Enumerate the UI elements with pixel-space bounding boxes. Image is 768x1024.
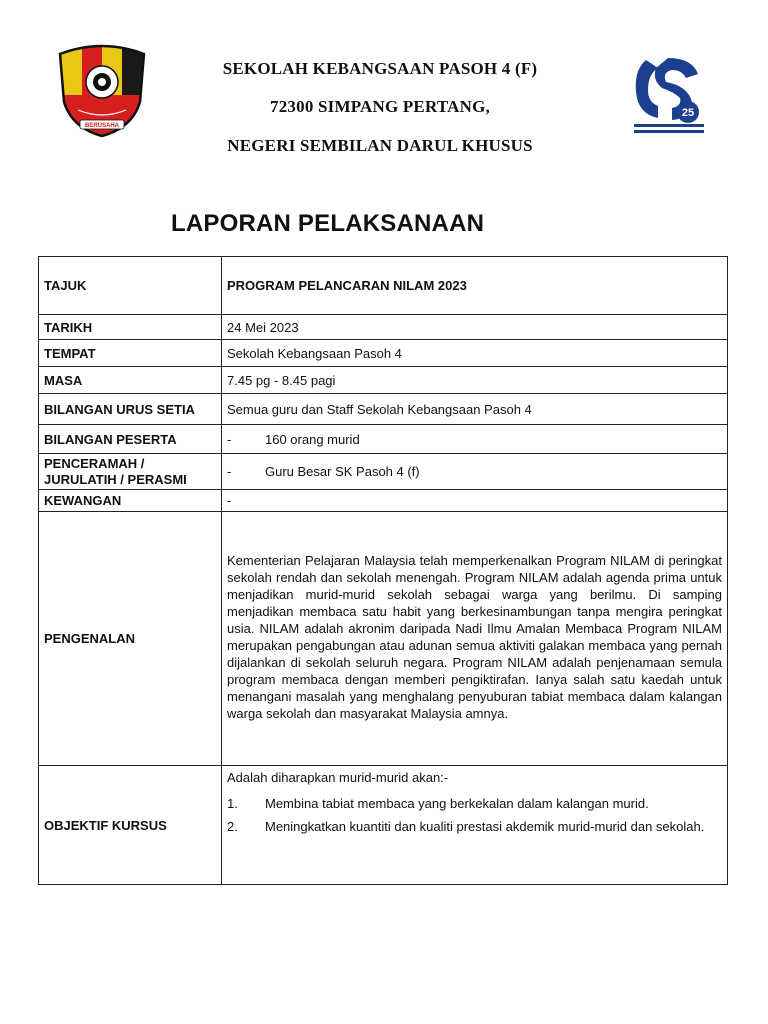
label-tajuk: TAJUK bbox=[39, 257, 222, 315]
svg-text:25: 25 bbox=[681, 107, 695, 119]
table-row-pengenalan bbox=[39, 512, 728, 766]
value-tarikh: 24 Mei 2023 bbox=[222, 315, 728, 340]
label-peserta: BILANGAN PESERTA bbox=[39, 425, 222, 454]
objektif-item-number: 1. bbox=[227, 796, 238, 811]
school-address: 72300 SIMPANG PERTANG, bbox=[270, 97, 490, 116]
table-row-tajuk bbox=[39, 257, 728, 315]
objektif-item-text: Meningkatkan kuantiti dan kualiti prestasi akdemik murid-murid dan sekolah. bbox=[265, 819, 705, 834]
anniversary-25-logo bbox=[628, 52, 710, 138]
table-row-penceramah bbox=[39, 454, 728, 490]
penceramah-dash: - bbox=[227, 464, 232, 479]
peserta-dash: - bbox=[227, 431, 232, 447]
value-peserta: 160 orang murid bbox=[265, 431, 360, 447]
table-row-objektif bbox=[39, 766, 728, 885]
value-penceramah: Guru Besar SK Pasoh 4 (f) bbox=[265, 464, 420, 479]
school-crest-logo bbox=[52, 40, 152, 140]
value-objektif-cell bbox=[222, 766, 728, 885]
objektif-item-number: 2. bbox=[227, 819, 238, 834]
value-kewangan: - bbox=[222, 490, 728, 512]
label-penceramah-line1: PENCERAMAH / bbox=[44, 455, 145, 471]
label-tempat: TEMPAT bbox=[39, 340, 222, 367]
school-state: NEGERI SEMBILAN DARUL KHUSUS bbox=[227, 136, 533, 155]
peserta-line bbox=[227, 432, 722, 447]
objektif-item-text: Membina tabiat membaca yang berkekalan dalam kalangan murid. bbox=[265, 796, 649, 811]
objektif-intro: Adalah diharapkan murid-murid akan:- bbox=[227, 770, 449, 785]
penceramah-line bbox=[227, 464, 722, 479]
value-tempat: Sekolah Kebangsaan Pasoh 4 bbox=[222, 340, 728, 367]
label-tarikh: TARIKH bbox=[39, 315, 222, 340]
table-row-tempat bbox=[39, 340, 728, 367]
label-kewangan: KEWANGAN bbox=[39, 490, 222, 512]
value-penceramah-cell bbox=[222, 454, 728, 490]
school-name: SEKOLAH KEBANGSAAN PASOH 4 (F) bbox=[222, 59, 538, 78]
table-row-kewangan bbox=[39, 490, 728, 512]
report-title: LAPORAN PELAKSANAAN bbox=[171, 210, 485, 237]
value-masa: 7.45 pg - 8.45 pagi bbox=[222, 367, 728, 394]
objektif-item bbox=[227, 792, 722, 815]
label-pengenalan: PENGENALAN bbox=[39, 512, 222, 766]
label-urus-setia: BILANGAN URUS SETIA bbox=[39, 394, 222, 425]
label-penceramah-line2: JURULATIH / PERASMI bbox=[44, 471, 187, 487]
report-table bbox=[38, 256, 728, 885]
value-pengenalan-cell bbox=[222, 512, 728, 766]
value-urus-setia: Semua guru dan Staff Sekolah Kebangsaan Pasoh 4 bbox=[222, 394, 728, 425]
table-row-masa bbox=[39, 367, 728, 394]
table-row-tarikh bbox=[39, 315, 728, 340]
label-objektif: OBJEKTIF KURSUS bbox=[39, 766, 222, 885]
objektif-item bbox=[227, 815, 722, 838]
table-row-peserta bbox=[39, 425, 728, 454]
value-peserta-cell bbox=[222, 425, 728, 454]
table-row-urus-setia bbox=[39, 394, 728, 425]
label-penceramah bbox=[39, 454, 222, 490]
label-masa: MASA bbox=[39, 367, 222, 394]
svg-text:BERUSAHA: BERUSAHA bbox=[84, 123, 120, 129]
value-tajuk: PROGRAM PELANCARAN NILAM 2023 bbox=[222, 257, 728, 315]
pengenalan-paragraph: Kementerian Pelajaran Malaysia telah memperkenalkan Program NILAM di peringkat sekolah rendah dan sekolah menengah. Program NILAM adalah agenda prima untuk menjadikan murid-murid sekolah sebagai warga yang berilmu. Di samping menjadikan membaca satu habit yang berkesinambungan tanpa mengira peringkat usia. NILAM adalah akronim daripada Nadi Ilmu Amalan Membaca Program NILAM merupakan pengabungan atau adunan semua aktiviti galakan membaca yang pernah dijalankan di sekolah seluruh negara. Program NILAM adalah penjenamaan semula program membaca dengan memberi pengiktirafan. Ianya salah satu kaedah untuk menangani masalah yang menghalang penyuburan tabiat membaca dalam kalangan warga sekolah dan masyarakat Malaysia amnya. bbox=[227, 552, 722, 721]
